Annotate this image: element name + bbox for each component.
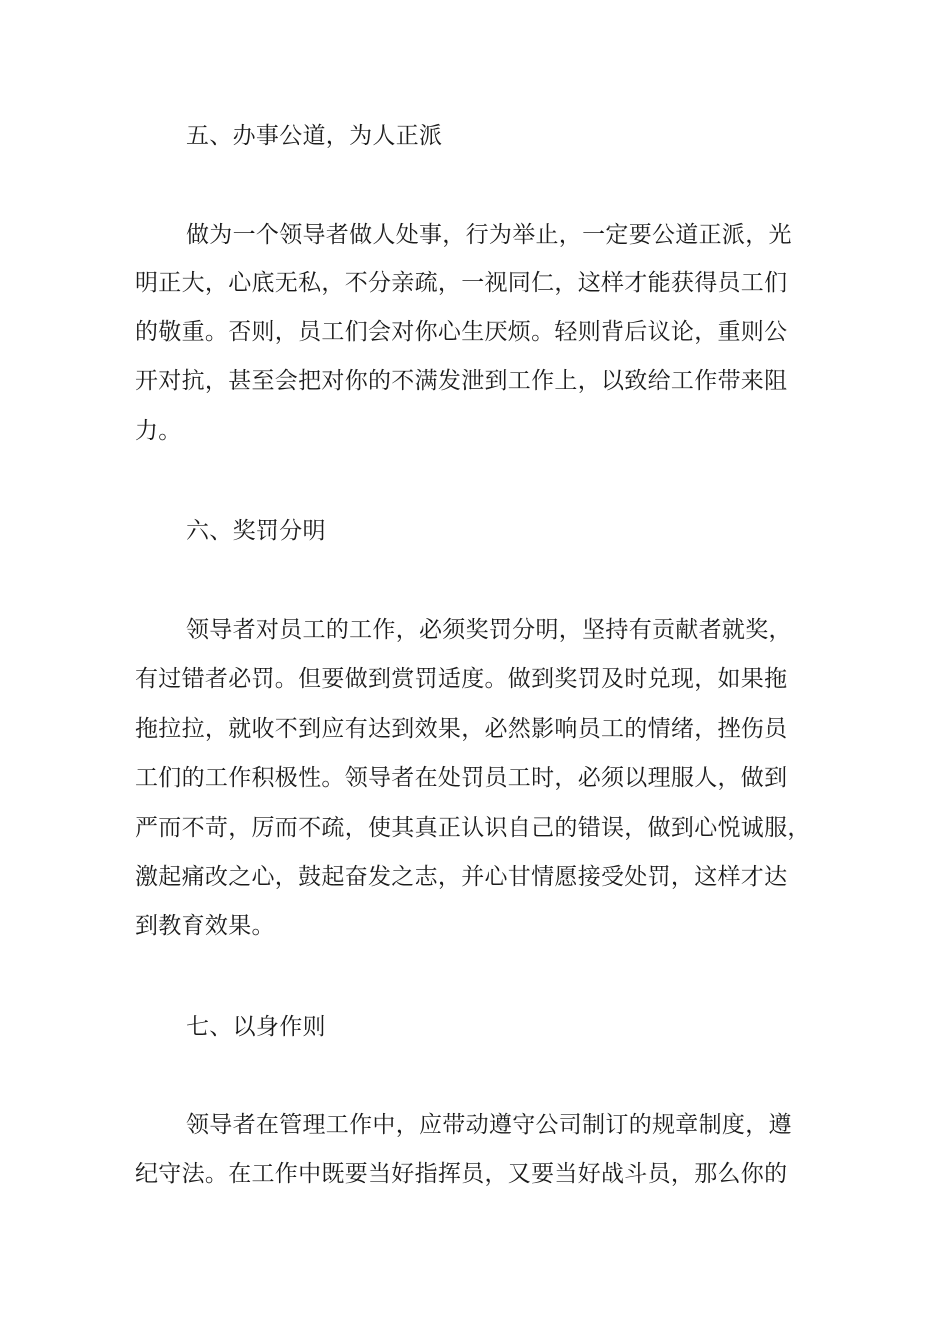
paragraph-line: 工们的工作积极性。领导者在处罚员工时，必须以理服人，做到 <box>135 765 788 791</box>
paragraph-line: 激起痛改之心，鼓起奋发之志，并心甘情愿接受处罚，这样才达 <box>135 864 788 890</box>
section-heading-6: 六、奖罚分明 <box>186 518 326 544</box>
section-heading-7: 七、以身作则 <box>186 1014 326 1040</box>
paragraph-line: 拖拉拉，就收不到应有达到效果，必然影响员工的情绪，挫伤员 <box>135 716 788 742</box>
paragraph-line: 有过错者必罚。但要做到赏罚适度。做到奖罚及时兑现，如果拖 <box>135 666 788 692</box>
paragraph-line: 力。 <box>135 418 182 444</box>
paragraph-line: 明正大，心底无私，不分亲疏，一视同仁，这样才能获得员工们 <box>135 270 788 296</box>
paragraph-line: 到教育效果。 <box>135 913 275 939</box>
section-heading-5: 五、办事公道，为人正派 <box>186 123 443 149</box>
paragraph-line: 纪守法。在工作中既要当好指挥员，又要当好战斗员，那么你的 <box>135 1161 788 1187</box>
paragraph-line: 严而不苛，厉而不疏，使其真正认识自己的错误，做到心悦诚服， <box>135 815 811 841</box>
paragraph-line: 做为一个领导者做人处事，行为举止，一定要公道正派，光 <box>186 222 792 248</box>
paragraph-line: 开对抗，甚至会把对你的不满发泄到工作上，以致给工作带来阻 <box>135 368 788 394</box>
paragraph-line: 的敬重。否则，员工们会对你心生厌烦。轻则背后议论，重则公 <box>135 319 788 345</box>
paragraph-line: 领导者在管理工作中，应带动遵守公司制订的规章制度，遵 <box>186 1112 792 1138</box>
paragraph-line: 领导者对员工的工作，必须奖罚分明，坚持有贡献者就奖， <box>186 617 792 643</box>
